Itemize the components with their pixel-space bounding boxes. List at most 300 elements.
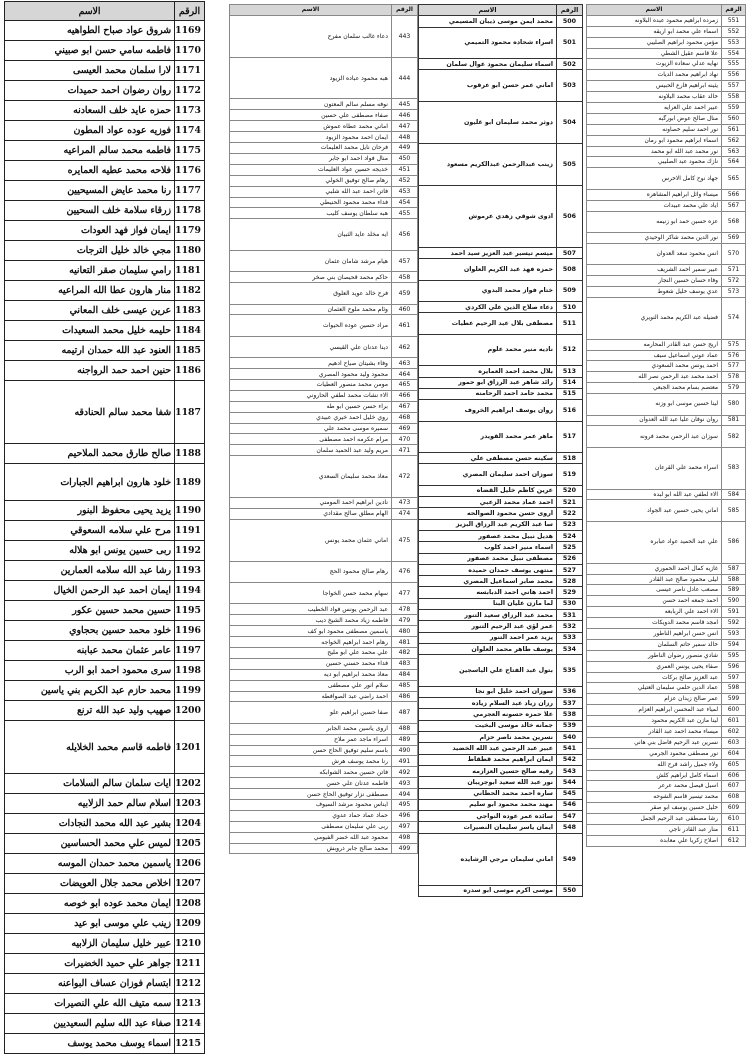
- row-number: 456: [392, 219, 418, 251]
- row-number: 585: [722, 500, 746, 521]
- row-name: عرين عيسى خلف المعاني: [5, 301, 175, 321]
- roster-table-443-499: [229, 4, 418, 854]
- name-column-header: الاسم: [230, 5, 392, 16]
- table-row: [587, 113, 746, 124]
- row-name: وفاء حسان حسين النجار: [587, 276, 722, 287]
- row-name: نور محمد عبد الله ابو محمد: [587, 146, 722, 157]
- row-name: الاء لطفي عبد الله ابو لبده: [587, 489, 722, 500]
- row-number: 470: [392, 434, 418, 445]
- table-row: [230, 810, 418, 821]
- row-name: صفاء عبد الله سليم السعيديين: [5, 1014, 175, 1034]
- row-number: 545: [557, 788, 583, 799]
- row-number: 1211: [175, 954, 205, 974]
- row-number: 554: [722, 48, 746, 59]
- row-number: 495: [392, 800, 418, 811]
- row-name: مصطفى بلال عبد الرحيم عطيات: [419, 313, 557, 334]
- row-number: 493: [392, 778, 418, 789]
- row-number: 494: [392, 789, 418, 800]
- table-row: [230, 456, 418, 498]
- row-name: معاذ محمد سليمان السعدي: [230, 456, 392, 498]
- row-number: 507: [557, 247, 583, 258]
- row-name: ياسمين مصطفى محمود ابو كف: [230, 626, 392, 637]
- row-name: احمد يونس محمد السعودي: [587, 361, 722, 372]
- row-name: بتول عبد الفتاح علي الياسجين: [419, 655, 557, 687]
- table-row: [587, 500, 746, 521]
- table-row: [419, 610, 583, 621]
- row-number: 1201: [175, 721, 205, 774]
- row-name: احمد هاني احمد الدبابسه: [419, 587, 557, 598]
- row-name: انس حسن ابراهيم الناطور: [587, 629, 722, 640]
- row-number: 452: [392, 175, 418, 186]
- row-name: منال فواد احمد ابو جابر: [230, 153, 392, 164]
- row-name: منتهى يوسف حمدان حميده: [419, 564, 557, 575]
- row-number: 1210: [175, 934, 205, 954]
- row-name: عبير عبد الرحمن عبد الله الخضيد: [419, 743, 557, 754]
- table-row: [419, 720, 583, 731]
- table-row: [587, 639, 746, 650]
- table-row: [419, 811, 583, 822]
- row-name: اماني يحيى حسين عبد الجواد: [587, 500, 722, 521]
- row-number: 488: [392, 723, 418, 734]
- table-row: [230, 669, 418, 680]
- table-row: [587, 814, 746, 825]
- row-number: 519: [557, 464, 583, 485]
- row-number: 550: [557, 885, 583, 896]
- row-number: 1198: [175, 661, 205, 681]
- row-number: 485: [392, 680, 418, 691]
- table-row: [587, 297, 746, 339]
- table-row: [419, 643, 583, 654]
- table-row: [587, 243, 746, 264]
- row-name: فداء محمد محمود الحنيطي: [230, 197, 392, 208]
- row-name: محمد صابر اسماعيل المصري: [419, 576, 557, 587]
- table-row: [587, 37, 746, 48]
- row-number: 501: [557, 27, 583, 59]
- table-row: [230, 604, 418, 615]
- row-number: 483: [392, 658, 418, 669]
- row-number: 1175: [175, 141, 205, 161]
- row-name: فاتن احمد عبد الله شلبي: [230, 186, 392, 197]
- row-name: صالح طارق محمد الملاحيم: [5, 444, 175, 464]
- table-row: [419, 885, 583, 896]
- row-name: فرح خالد عويد العلوق: [230, 283, 392, 304]
- table-row: [230, 745, 418, 756]
- table-row: [230, 756, 418, 767]
- row-name: محمود وليد محمود المصري: [230, 369, 392, 380]
- row-number: 610: [722, 814, 746, 825]
- row-name: اماني محمد عطاه عموش: [230, 121, 392, 132]
- table-row: [5, 874, 205, 894]
- row-name: نور عبد الله سعيد ابوجريبان: [419, 777, 557, 788]
- table-row: [230, 789, 418, 800]
- row-number: 1172: [175, 81, 205, 101]
- row-name: عبد الرحمن يونس فواد الخطيب: [230, 604, 392, 615]
- row-number: 582: [722, 426, 746, 447]
- row-name: سائده عمر عوده النواجي: [419, 811, 557, 822]
- row-name: يزيد يحيى محفوظ البنور: [5, 501, 175, 521]
- table-row: [5, 41, 205, 61]
- table-row: [587, 189, 746, 200]
- table-row: [419, 421, 583, 453]
- table-row: [5, 854, 205, 874]
- table-row: [5, 444, 205, 464]
- row-name: يزيد عمر احمد التنور: [419, 632, 557, 643]
- table-row: [419, 777, 583, 788]
- table-row: [419, 698, 583, 709]
- row-name: مؤمن محمود ابراهيم الصليبي: [587, 37, 722, 48]
- table-row: [5, 141, 205, 161]
- row-number: 552: [722, 26, 746, 37]
- table-row: [587, 585, 746, 596]
- table-row: [587, 759, 746, 770]
- table-row: [587, 705, 746, 716]
- row-name: سوزان احمد سليمان المصري: [419, 464, 557, 485]
- row-name: نهايه عدلي سعاده الزيوت: [587, 59, 722, 70]
- table-row: [5, 974, 205, 994]
- row-number: 455: [392, 208, 418, 219]
- row-name: فداء محمد حسني حسين: [230, 658, 392, 669]
- row-number: 591: [722, 607, 746, 618]
- row-name: روان رضوان احمد حميدات: [5, 81, 175, 101]
- row-name: حمزه عايد خلف السعادنه: [5, 101, 175, 121]
- row-number: 486: [392, 691, 418, 702]
- row-name: هيام مرشد شامان عثمان: [230, 250, 392, 271]
- row-number: 570: [722, 243, 746, 264]
- row-number: 589: [722, 585, 746, 596]
- row-number: 496: [392, 810, 418, 821]
- row-number: 528: [557, 576, 583, 587]
- table-row: [587, 489, 746, 500]
- row-number: 1209: [175, 914, 205, 934]
- row-name: احمد محمد عبد الرحمن نصر الله: [587, 372, 722, 383]
- row-name: احمد راضي عبد الصوافطه: [230, 691, 392, 702]
- row-number: 504: [557, 102, 583, 144]
- row-name: عبير احمد علي العرايه: [587, 103, 722, 114]
- row-name: ميساء وائل ابراهيم المشاهره: [587, 189, 722, 200]
- row-number: 1192: [175, 541, 205, 561]
- table-row: [5, 464, 205, 501]
- num-column-header: الرقم: [557, 5, 583, 16]
- table-row: [587, 737, 746, 748]
- row-name: معتصم بسام محمد الجبعي: [587, 383, 722, 394]
- table-row: [419, 530, 583, 541]
- table-row: [230, 680, 418, 691]
- row-name: زينب علي موسى ابو عيد: [5, 914, 175, 934]
- table-row: [419, 59, 583, 70]
- row-number: 611: [722, 825, 746, 836]
- row-number: 506: [557, 185, 583, 247]
- row-number: 576: [722, 350, 746, 361]
- row-name: ايمان محمد عوده ابو خوصه: [5, 894, 175, 914]
- row-name: خلود هارون ابراهيم الجبارات: [5, 464, 175, 501]
- table-row: [587, 672, 746, 683]
- row-number: 1215: [175, 1034, 205, 1054]
- table-row: [587, 265, 746, 276]
- row-name: سهام محمد حسن الخواجا: [230, 583, 392, 604]
- row-number: 572: [722, 276, 746, 287]
- row-number: 513: [557, 366, 583, 377]
- row-number: 525: [557, 542, 583, 553]
- row-name: زمرده ابراهيم محمود عبده البلاونه: [587, 15, 722, 26]
- row-name: اسراء شحاده محمود التميمي: [419, 27, 557, 59]
- table-row: [587, 26, 746, 37]
- row-name: حسين محمد حسين عكور: [5, 601, 175, 621]
- table-row: [419, 313, 583, 334]
- row-name: حنين احمد حمد الرواجنه: [5, 361, 175, 381]
- table-row: [5, 21, 205, 41]
- row-name: اماني سليمان مرجي الرشايده: [419, 833, 557, 885]
- roster-table: [4, 1, 205, 1054]
- table-row: [419, 143, 583, 185]
- row-name: عبير خليل سليمان الزلابيه: [5, 934, 175, 954]
- row-name: جمانه خالد موسى البخيت: [419, 720, 557, 731]
- row-name: فلاحه محمد عطيه العمايره: [5, 161, 175, 181]
- table-row: [419, 16, 583, 27]
- row-number: 1188: [175, 444, 205, 464]
- table-row: [5, 501, 205, 521]
- row-name: جهاد نوح كامل الاخرس: [587, 168, 722, 189]
- table-row: [587, 383, 746, 394]
- row-name: مومن محمد منصور العطيات: [230, 380, 392, 391]
- table-row: [230, 358, 418, 369]
- table-row: [419, 655, 583, 687]
- table-row: [5, 241, 205, 261]
- row-name: اسماء كامل ابراهيم كلش: [587, 770, 722, 781]
- row-number: 1179: [175, 221, 205, 241]
- row-number: 468: [392, 412, 418, 423]
- table-row: [587, 168, 746, 189]
- table-row: [419, 732, 583, 743]
- table-row: [419, 519, 583, 530]
- table-row: [230, 401, 418, 412]
- row-name: عماد الدين حلمي سليمان العتيلي: [587, 683, 722, 694]
- row-number: 445: [392, 99, 418, 110]
- table-row: [419, 388, 583, 399]
- table-row: [5, 954, 205, 974]
- row-number: 1189: [175, 464, 205, 501]
- row-number: 547: [557, 811, 583, 822]
- row-number: 594: [722, 639, 746, 650]
- row-name: لينا حسين موسى ابو وزنه: [587, 394, 722, 415]
- row-number: 474: [392, 508, 418, 519]
- table-row: [587, 339, 746, 350]
- table-row: [230, 164, 418, 175]
- table-row: [230, 219, 418, 251]
- row-number: 467: [392, 401, 418, 412]
- row-number: 480: [392, 626, 418, 637]
- table-row: [587, 59, 746, 70]
- row-number: 538: [557, 709, 583, 720]
- row-number: 604: [722, 748, 746, 759]
- table-row: [5, 934, 205, 954]
- table-row: [5, 101, 205, 121]
- row-number: 579: [722, 383, 746, 394]
- row-number: 509: [557, 280, 583, 301]
- table-row: [587, 232, 746, 243]
- row-name: محمد عبد الرزاق سعيد التنور: [419, 610, 557, 621]
- row-number: 529: [557, 587, 583, 598]
- table-row: [419, 709, 583, 720]
- table-row: [587, 803, 746, 814]
- row-number: 489: [392, 734, 418, 745]
- row-number: 490: [392, 745, 418, 756]
- roster-table: [418, 4, 583, 897]
- row-name: صفاء مصطفى علي حسين: [230, 110, 392, 121]
- row-number: 568: [722, 211, 746, 232]
- row-name: مرح علي سلامه السعوقي: [5, 521, 175, 541]
- table-row: [587, 521, 746, 563]
- row-number: 575: [722, 339, 746, 350]
- row-name: رنا محمد يوسف هرش: [230, 756, 392, 767]
- table-row: [5, 361, 205, 381]
- table-row: [5, 834, 205, 854]
- row-number: 527: [557, 564, 583, 575]
- row-number: 612: [722, 835, 746, 846]
- table-row: [230, 434, 418, 445]
- table-row: [587, 361, 746, 372]
- table-row: [5, 301, 205, 321]
- row-name: فاطمه سامي حسن ابو صبيني: [5, 41, 175, 61]
- row-name: اماني عثمان محمد يونس: [230, 519, 392, 561]
- table-row: [587, 694, 746, 705]
- table-row: [587, 146, 746, 157]
- row-number: 598: [722, 683, 746, 694]
- row-number: 443: [392, 15, 418, 57]
- row-name: اروى ياسين محمد الجابر: [230, 723, 392, 734]
- table-row: [230, 615, 418, 626]
- row-number: 563: [722, 146, 746, 157]
- row-name: ايه مخلد عايد الثبيان: [230, 219, 392, 251]
- row-name: محمد تيسير قاسم الشوحه: [587, 792, 722, 803]
- row-name: شفا محمد سالم الحنادقه: [5, 381, 175, 444]
- table-row: [230, 369, 418, 380]
- row-name: حمزه فهد عبد الكريم العلوان: [419, 259, 557, 280]
- table-row: [587, 15, 746, 26]
- row-name: هديل نبيل محمد عصفور: [419, 530, 557, 541]
- row-name: موسى اكرم موسى ابو سدره: [419, 885, 557, 896]
- row-name: شروق عواد صباح الطواهيه: [5, 21, 175, 41]
- row-number: 1207: [175, 874, 205, 894]
- row-name: علا قاسم عقيل الشطي: [587, 48, 722, 59]
- row-number: 581: [722, 415, 746, 426]
- table-row: [230, 99, 418, 110]
- row-name: فرحان نايل محمد العليمات: [230, 143, 392, 154]
- table-row: [587, 650, 746, 661]
- row-number: 558: [722, 92, 746, 103]
- row-number: 533: [557, 632, 583, 643]
- table-row: [587, 563, 746, 574]
- row-name: باسم سليم توفيق الحاج حسن: [230, 745, 392, 756]
- row-name: وئام محمد ملوح العثمان: [230, 304, 392, 315]
- row-name: خالد عقاب محمد البلاونه: [587, 92, 722, 103]
- table-row: [419, 564, 583, 575]
- row-number: 1177: [175, 181, 205, 201]
- table-row: [419, 334, 583, 366]
- num-column-header: الرقم: [175, 2, 205, 21]
- row-name: ايمان ابراهيم محمد قطقاط: [419, 754, 557, 765]
- row-number: 574: [722, 297, 746, 339]
- row-number: 460: [392, 304, 418, 315]
- row-name: سمه متيف الله علي النصيرات: [5, 994, 175, 1014]
- row-name: وفاء بشيتان صياح ادهيم: [230, 358, 392, 369]
- row-name: روان نوفان عليا عبد الله العدوان: [587, 415, 722, 426]
- table-row: [5, 61, 205, 81]
- table-row: [587, 596, 746, 607]
- row-number: 541: [557, 743, 583, 754]
- num-column-header: الرقم: [392, 5, 418, 16]
- table-row: [587, 70, 746, 81]
- row-name: نوفه مسلم سالم المعتون: [230, 99, 392, 110]
- row-name: براء حسن حسين ابو طه: [230, 401, 392, 412]
- row-number: 531: [557, 610, 583, 621]
- row-name: مصطفى نزار توفيق الحاج حسن: [230, 789, 392, 800]
- row-name: بشير عبد الله محمد النجادات: [5, 814, 175, 834]
- row-name: الاء نشات محمد لطفي الحاروني: [230, 390, 392, 401]
- row-number: 1213: [175, 994, 205, 1014]
- row-number: 479: [392, 615, 418, 626]
- row-name: زرقاء سلامة خلف السحيين: [5, 201, 175, 221]
- table-row: [419, 464, 583, 485]
- table-row: [419, 598, 583, 609]
- table-row: [230, 304, 418, 315]
- row-number: 535: [557, 655, 583, 687]
- row-name: رشا مصطفى عبد الرحيم الجمل: [587, 814, 722, 825]
- table-row: [419, 400, 583, 421]
- row-number: 543: [557, 765, 583, 776]
- row-name: اسيل فيصل محمد عرعر: [587, 781, 722, 792]
- row-name: انس محمود سعد العدوان: [587, 243, 722, 264]
- table-row: [587, 211, 746, 232]
- table-row: [230, 186, 418, 197]
- table-row: [587, 825, 746, 836]
- row-number: 600: [722, 705, 746, 716]
- table-row: [230, 132, 418, 143]
- row-number: 459: [392, 283, 418, 304]
- table-row: [230, 336, 418, 357]
- roster-table: [586, 4, 746, 847]
- row-name: يوسف طاهر محمد العلوان: [419, 643, 557, 654]
- table-row: [230, 498, 418, 509]
- row-number: 577: [722, 361, 746, 372]
- table-row: [5, 321, 205, 341]
- row-name: ساره احمد محمد الحطاني: [419, 788, 557, 799]
- row-name: احمد عماد محمد الزعبي: [419, 497, 557, 508]
- row-name: عمر لؤي عبد الرحيم التنور: [419, 621, 557, 632]
- row-number: 561: [722, 124, 746, 135]
- row-number: 472: [392, 456, 418, 498]
- row-number: 503: [557, 70, 583, 102]
- table-row: [419, 508, 583, 519]
- table-row: [587, 157, 746, 168]
- row-number: 1203: [175, 794, 205, 814]
- row-name: رهام صالح توفيق الخولي: [230, 175, 392, 186]
- row-number: 597: [722, 672, 746, 683]
- row-name: خلود محمد حسين بحجاوي: [5, 621, 175, 641]
- table-row: [230, 767, 418, 778]
- row-name: اريج حسن عبد القادر المحارمه: [587, 339, 722, 350]
- table-row: [419, 542, 583, 553]
- table-row: [5, 201, 205, 221]
- table-row: [230, 121, 418, 132]
- row-name: روان يوسف ابراهيم الخروف: [419, 400, 557, 421]
- row-number: 546: [557, 799, 583, 810]
- row-name: هبه محمود عباده الزيود: [230, 57, 392, 99]
- row-name: ولاء جميل راشد فرح الله: [587, 759, 722, 770]
- table-row: [5, 794, 205, 814]
- row-name: لينا مازن عبد الكريم محمود: [587, 716, 722, 727]
- table-row: [230, 175, 418, 186]
- table-row: [230, 508, 418, 519]
